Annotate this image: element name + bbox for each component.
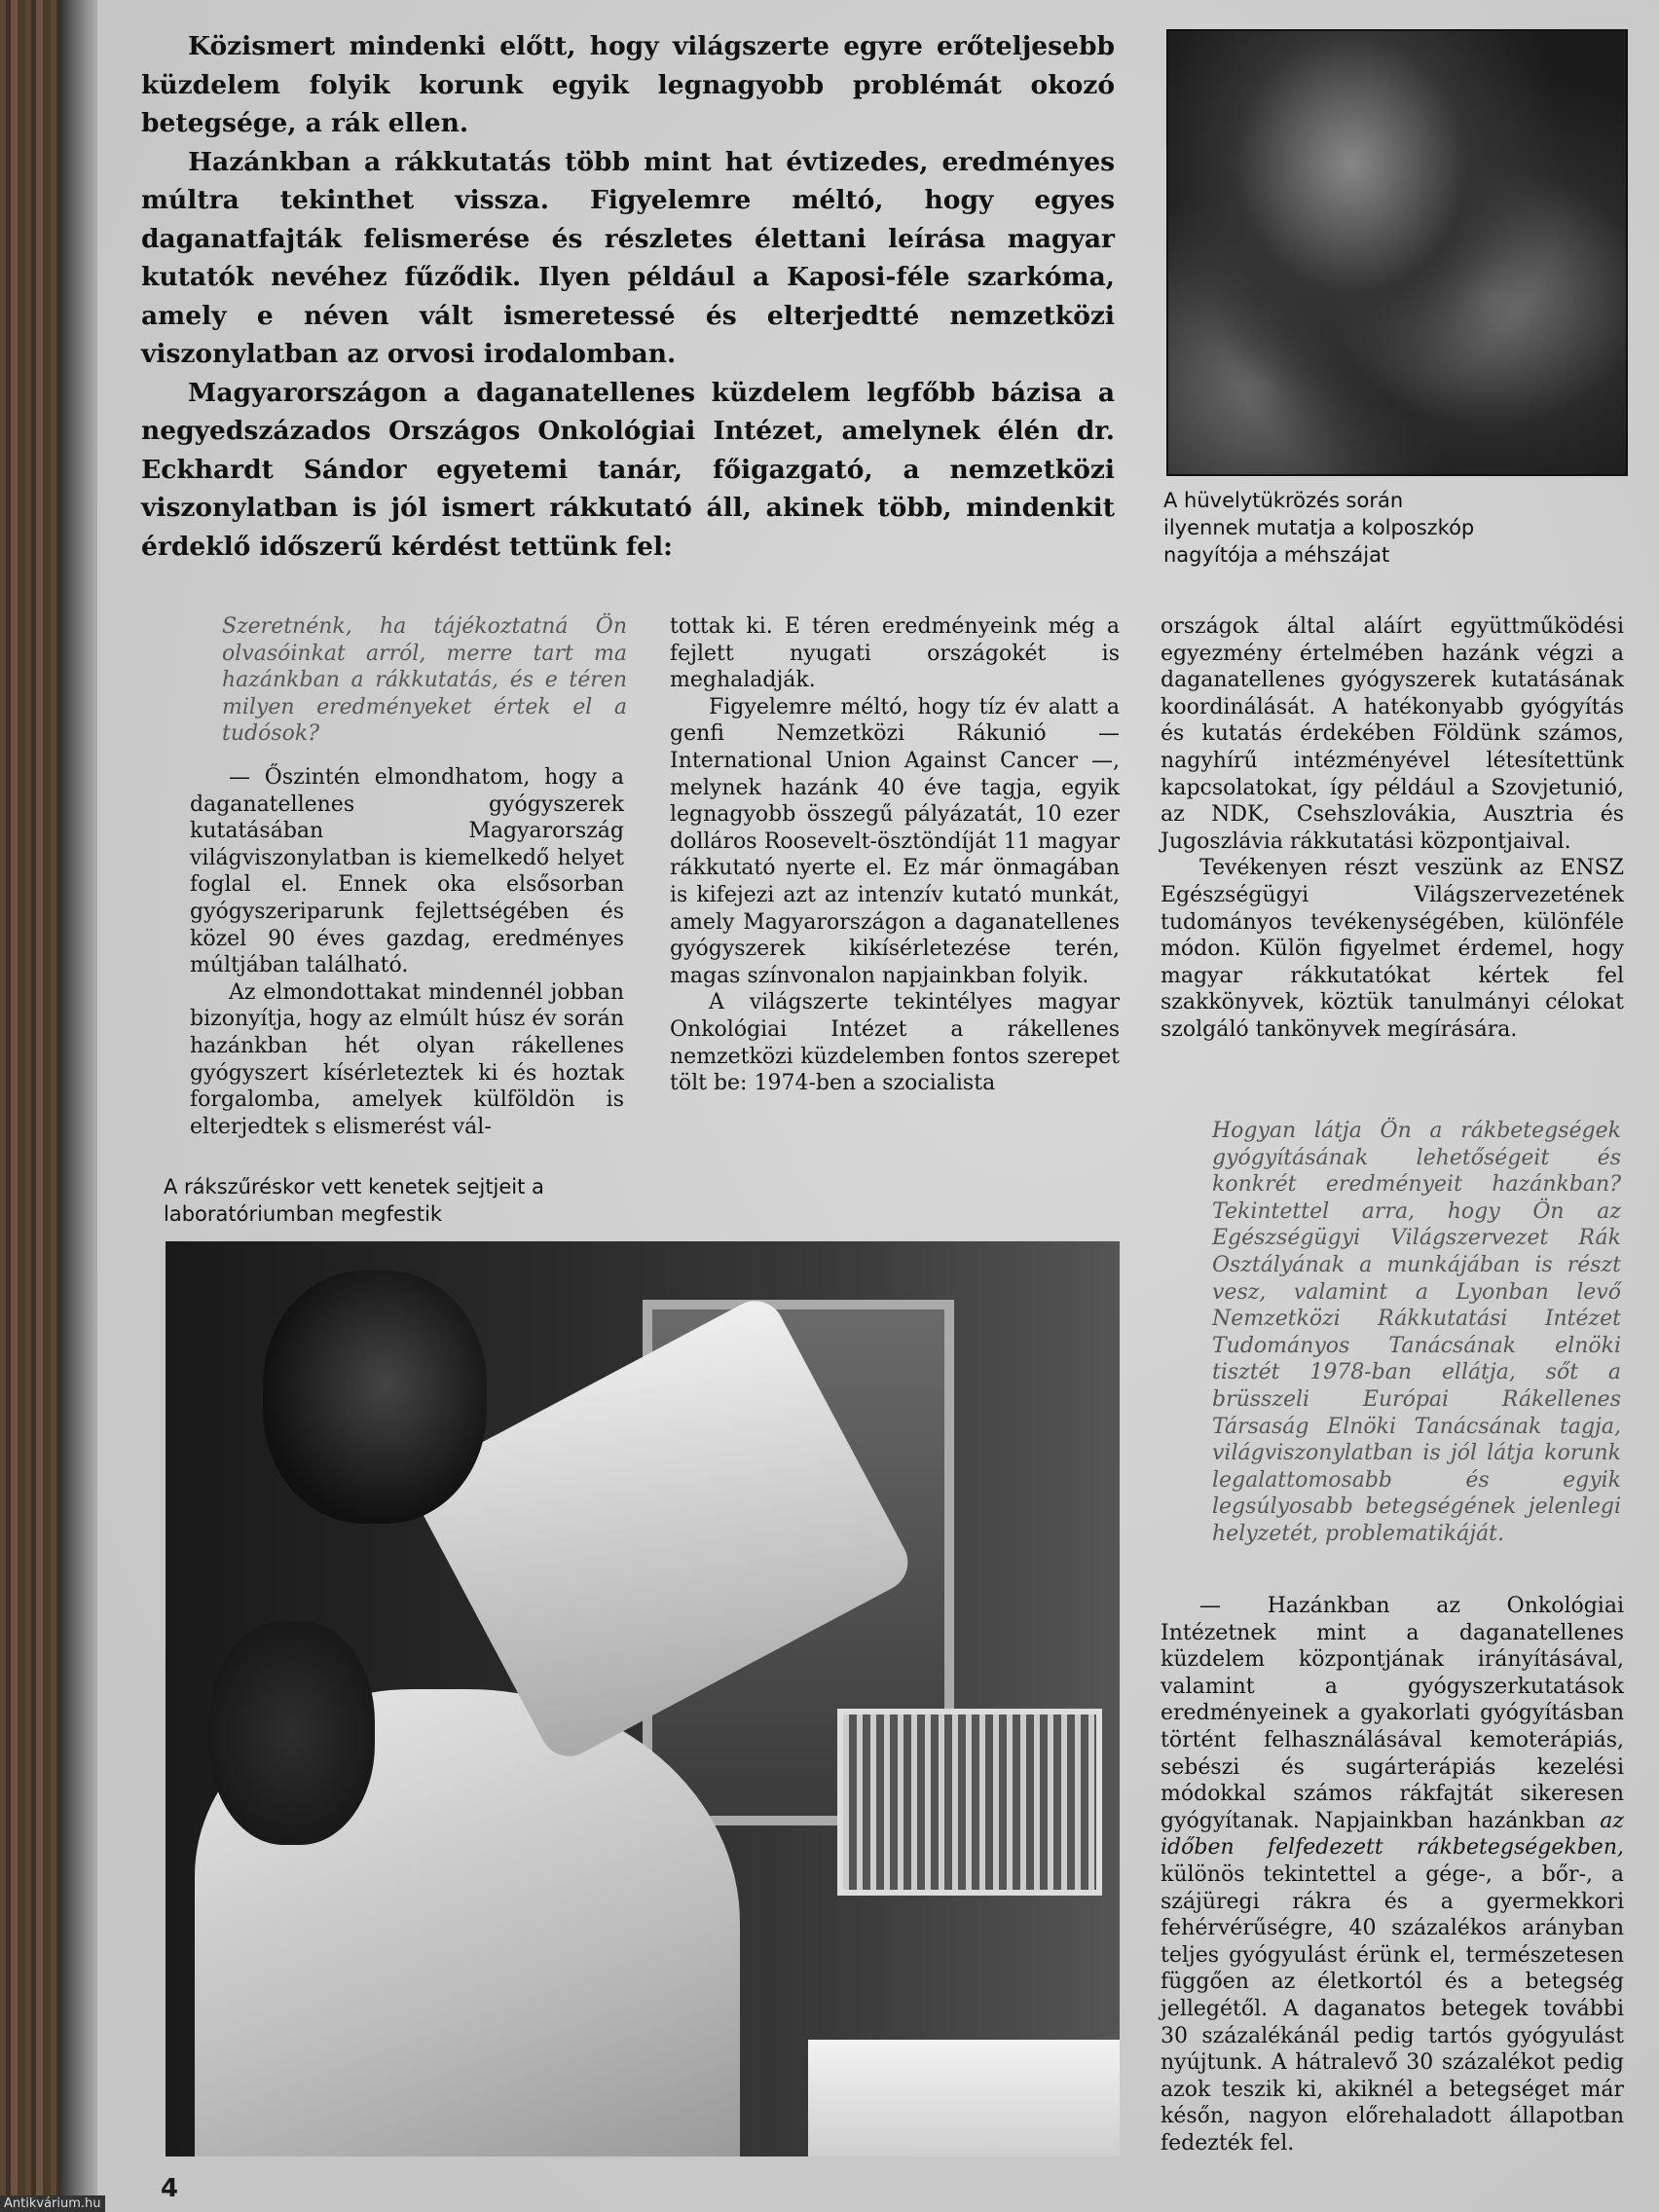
answer-paragraph [1161, 1593, 1624, 2157]
column-paragraph: országok által aláírt együttműködési egyezmény értelmében hazánk végzi a daganatellenes gyógyszerek kutatásának koordinálását. A hatékonyabb gyógyítás és kutatás érdekében Földünk számos, nagyhírű intézményével létesítettünk kapcsolatokat, így például a Szovjetunió, az NDK, Csehszlovákia, Ausztria és Jugoszlávia rákkutatási központjaival. [1161, 614, 1624, 854]
lab-photo [166, 1241, 1120, 2157]
answer-emphasis: az időben felfedezett rákbetegségekben, [1161, 1808, 1624, 1861]
answer-text: — Hazánkban az Onkológiai Intézetnek mint a daganatellenes küzdelem központjának irányításával, valamint a gyógyszerkutatások eredményeinek a gyakorlati gyógyításban történt felhasználásával kemoterápiás, sebészi és sugárterápiás kezelési módokkal számos rákfajtát sikeresen gyógyítanak. Napjainkban hazánkban [1161, 1594, 1624, 1833]
answer-2 [1161, 1593, 1624, 2157]
intro-paragraph: Közismert mindenki előtt, hogy világszerte egyre erőteljesebb küzdelem folyik korunk egyik legnagyobb problémát okozó betegsége, a rák ellen. [141, 31, 1115, 138]
column-paragraph: A világszerte tekintélyes magyar Onkológiai Intézet a rákellenes nemzetközi küzdelemben fontos szerepet tölt be: 1974-ben a szocialista [670, 990, 1120, 1096]
column-paragraph: tottak ki. E téren eredményeink még a fejlett nyugati országokét is meghaladják. [670, 614, 1120, 693]
column-paragraph: — Őszintén elmondhatom, hogy a daganatellenes gyógyszerek kutatásában Magyarország világviszonylatban is kiemelkedő helyet foglal el. Ennek oka elsősorban gyógyszeriparunk fejlettségében és közel 90 éves gazdag, eredményes múltjában található. [190, 765, 624, 978]
column-paragraph: Figyelemre méltó, hogy tíz év alatt a genfi Nemzetközi Rákunió — International Union Against Cancer —, melynek hazánk 40 éve tagja, egyik legnagyobb összegű pályázatát, 10 ezer dolláros Roosevelt-ösztöndíját 11 magyar rákkutató nyerte el. Ez már önmagában is kifejezi azt az intenzív kutató munkát, amely Magyarországon a daganatellenes gyógyszerek kikísérletezése terén, magas színvonalon napjainkban folyik. [670, 694, 1120, 988]
photo-head [263, 1271, 487, 1524]
column-1 [190, 764, 624, 1140]
column-3 [1161, 613, 1624, 1044]
intro-paragraph: Hazánkban a rákkutatás több mint hat évtizedes, eredményes múltra tekinthet vissza. Figyelemre méltó, hogy egyes daganatfajták felismerése és részletes élettani leírása magyar kutatók nevéhez fűződik. Ilyen például a Kaposi-féle szarkóma, amely e néven vált ismeretessé és elterjedtté nemzetközi viszonylatban az orvosi irodalomban. [141, 146, 1115, 369]
photo-stain-tank [808, 2040, 1120, 2157]
intro-paragraph: Magyarországon a daganatellenes küzdelem legfőbb bázisa a negyedszázados Országos Onkológiai Intézet, amelynek élén dr. Eckhardt Sándor egyetemi tanár, főigazgató, a nemzetközi viszonylatban is jól ismert rákkutató áll, akinek több, mindenkit érdeklő időszerű kérdést tettünk fel: [141, 377, 1115, 562]
intro-text [141, 27, 1115, 566]
photo-slide-rack [837, 1709, 1102, 1896]
page-number: 4 [161, 2174, 179, 2203]
question-2: Hogyan látja Ön a rákbetegségek gyógyításának lehetőségeit és konkrét eredményeit hazánkban? Tekintettel arra, hogy Ön az Egészségügyi Világszervezet Rák Osztályának a munkájában is részt vesz, valamint a Lyonban levő Nemzetközi Rákkutatási Intézet Tudományos Tanácsának elnöki tisztét 1978-ban ellátja, sőt a brüsszeli Európai Rákellenes Társaság Elnöki Tanácsának tagja, világviszonylatban is jól látja korunk legalattomosabb és egyik legsúlyosabb betegségének jelenlegi helyzetét, problematikáját. [1212, 1119, 1621, 1546]
question-1: Szeretnénk, ha tájékoztatná Ön olvasóinkat arról, merre tart ma hazánkban a rákkutatás, és e téren milyen eredményeket értek el a tudósok? [222, 614, 627, 747]
page-spine [58, 0, 102, 2212]
watermark-credit: Antikvárium.hu [0, 2195, 105, 2212]
column-paragraph: Tevékenyen részt veszünk az ENSZ Egészségügyi Világszervezetének tudományos tevékenységében, különféle módon. Külön figyelmet érdemel, hogy magyar rákkutatókat kértek fel szakkönyvek, köztük tanulmányi célokat szolgáló tankönyvek megírására. [1161, 856, 1624, 1042]
colposcope-photo-caption: A hüvelytükrözés során ilyennek mutatja a kolposzkóp nagyítója a méhszájat [1163, 489, 1475, 567]
photo-hand [209, 1621, 375, 1845]
lab-photo-caption: A rákszűréskor vett kenetek sejtjeit a laboratóriumban megfestik [164, 1175, 544, 1226]
column-paragraph: Az elmondottakat mindennél jobban bizonyítja, hogy az elmúlt húsz év során hazánkban hét olyan rákellenes gyógyszert kísérleteztek ki és hoztak forgalomba, amelyek külföldön is elterjedtek s elismerést vál- [190, 979, 624, 1139]
answer-text: különös tekintettel a gége-, a bőr-, a szájüregi rákra és a gyermekkori fehérvérűségre, 40 százalékos arányban teljes gyógyulást érünk el, természetesen függően az életkortól és a betegség jellegétől. A daganatos betegek további 30 százalékánál pedig tartós gyógyulást nyújtunk. A hátralevő 30 százalékot pedig azok teszik ki, akiknél a betegséget már későn, nagyon előrehaladott állapotban fedezték fel. [1161, 1862, 1624, 2156]
column-2 [670, 613, 1120, 1097]
colposcope-photo [1166, 29, 1628, 476]
